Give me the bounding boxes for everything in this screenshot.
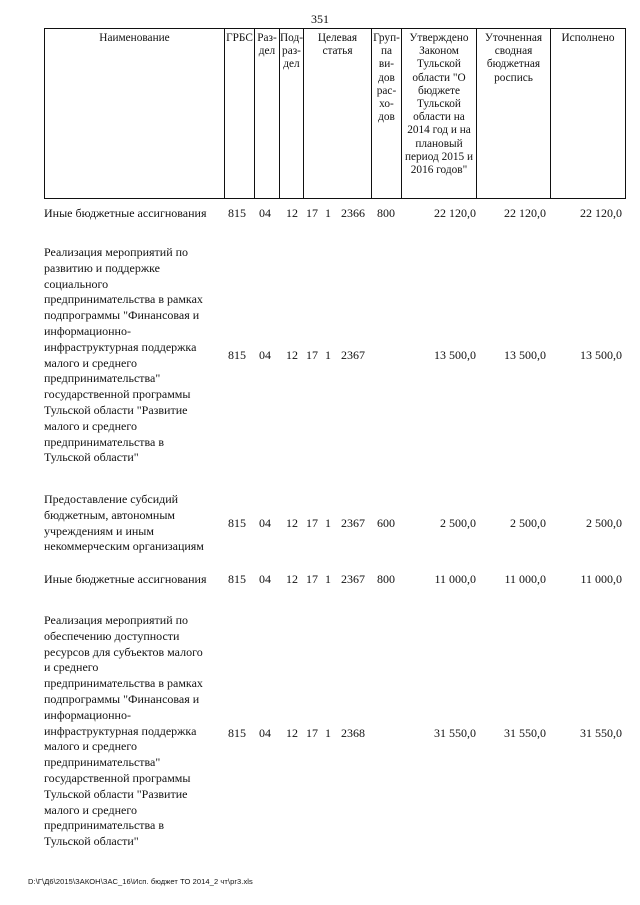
row-ispolneno: 11 000,0 xyxy=(580,572,622,586)
row-utochnennaya: 11 000,0 xyxy=(504,572,546,586)
row-utochnennaya: 22 120,0 xyxy=(504,206,546,220)
row-utverzhdeno: 13 500,0 xyxy=(434,348,476,362)
row-cs1: 17 xyxy=(306,572,318,586)
row-ispolneno: 13 500,0 xyxy=(580,348,622,362)
header-grbs: ГРБС xyxy=(226,32,253,44)
row-gruppa: 600 xyxy=(377,516,395,530)
row-grbs: 815 xyxy=(228,348,246,362)
header-gruppa-vidov: Груп- па ви- дов рас- хо- дов xyxy=(373,32,400,124)
row-gruppa: 800 xyxy=(377,572,395,586)
row-utverzhdeno: 2 500,0 xyxy=(440,516,476,530)
row-podrazdel: 12 xyxy=(286,572,298,586)
row-cs2: 1 xyxy=(325,348,331,362)
row-utochnennaya: 31 550,0 xyxy=(504,726,546,740)
row-razdel: 04 xyxy=(259,572,271,586)
row-podrazdel: 12 xyxy=(286,206,298,220)
row-cs3: 2368 xyxy=(341,726,365,740)
header-bottom-border xyxy=(44,198,626,199)
row-razdel: 04 xyxy=(259,206,271,220)
row-razdel: 04 xyxy=(259,726,271,740)
row-podrazdel: 12 xyxy=(286,726,298,740)
row-cs2: 1 xyxy=(325,726,331,740)
header-utochnennaya: Уточненная сводная бюджетная роспись xyxy=(484,32,543,84)
row-cs1: 17 xyxy=(306,348,318,362)
header-col-divider xyxy=(224,28,225,199)
row-utochnennaya: 2 500,0 xyxy=(510,516,546,530)
header-ispolneno: Исполнено xyxy=(561,32,615,44)
header-celevaya-statya: Целевая статья xyxy=(317,32,358,58)
footer-file-path: D:\Г\Д6\2015\ЗАКОН\ЗАС_16\Исп. бюджет ТО 2014_2 чт\pr3.xls xyxy=(28,877,253,886)
row-utverzhdeno: 11 000,0 xyxy=(434,572,476,586)
row-name: Реализация мероприятий по обеспечению доступности ресурсов для субъектов малого и среднего предпринимательства в рамках подпрограммы "Финансовая и информационно- инфраструктурная поддержка малого и среднего предпринимательства" государственной программы Тульской области "Развитие малого и среднего предпринимательства в Тульской области" xyxy=(44,613,203,849)
row-gruppa: 800 xyxy=(377,206,395,220)
row-name: Иные бюджетные ассигнования xyxy=(44,206,207,220)
row-cs1: 17 xyxy=(306,726,318,740)
row-utverzhdeno: 22 120,0 xyxy=(434,206,476,220)
row-ispolneno: 22 120,0 xyxy=(580,206,622,220)
row-name: Реализация мероприятий по развитию и поддержке социального предпринимательства в рамках подпрограммы "Финансовая и информационно- инфраструктурная поддержка малого и среднего предпринимательства" государственной программы Тульской области "Развитие малого и среднего предпринимательства в Тульской области" xyxy=(44,245,203,465)
row-cs3: 2367 xyxy=(341,516,365,530)
row-utverzhdeno: 31 550,0 xyxy=(434,726,476,740)
header-col-divider xyxy=(44,28,45,199)
row-cs3: 2366 xyxy=(341,206,365,220)
header-podrazdel: Под- раз- дел xyxy=(280,32,303,71)
row-utochnennaya: 13 500,0 xyxy=(504,348,546,362)
row-razdel: 04 xyxy=(259,348,271,362)
row-grbs: 815 xyxy=(228,206,246,220)
row-cs2: 1 xyxy=(325,516,331,530)
row-cs2: 1 xyxy=(325,572,331,586)
row-grbs: 815 xyxy=(228,516,246,530)
row-grbs: 815 xyxy=(228,572,246,586)
row-podrazdel: 12 xyxy=(286,348,298,362)
header-razdel: Раз- дел xyxy=(257,32,277,58)
header-name: Наименование xyxy=(99,32,170,44)
row-cs1: 17 xyxy=(306,206,318,220)
row-cs3: 2367 xyxy=(341,572,365,586)
row-ispolneno: 2 500,0 xyxy=(586,516,622,530)
row-cs2: 1 xyxy=(325,206,331,220)
row-ispolneno: 31 550,0 xyxy=(580,726,622,740)
row-grbs: 815 xyxy=(228,726,246,740)
header-col-divider xyxy=(625,28,626,199)
row-name: Предоставление субсидий бюджетным, автономным учреждениям и иным некоммерческим организациям xyxy=(44,492,204,554)
row-cs3: 2367 xyxy=(341,348,365,362)
header-utverzhdeno: Утверждено Законом Тульской области "О бюджете Тульской области на 2014 год и на плановый период 2015 и 2016 годов" xyxy=(404,32,474,177)
row-razdel: 04 xyxy=(259,516,271,530)
row-name: Иные бюджетные ассигнования xyxy=(44,572,207,586)
row-cs1: 17 xyxy=(306,516,318,530)
header-top-border xyxy=(44,28,626,29)
row-podrazdel: 12 xyxy=(286,516,298,530)
page-number: 351 xyxy=(311,12,329,26)
header-col-divider xyxy=(550,28,551,199)
